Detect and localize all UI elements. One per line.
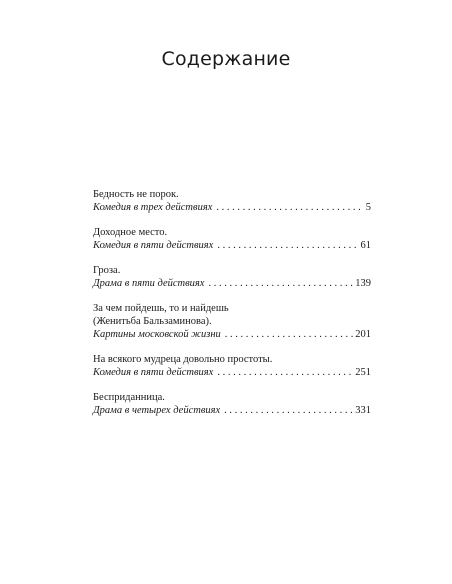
toc-entry-subtitle: Драма в четырех действиях	[93, 405, 221, 416]
toc-entry	[93, 302, 371, 341]
dot-leader	[224, 404, 353, 417]
toc-entry-title: Бедность не порок.	[93, 189, 179, 200]
toc-page-number: 5	[365, 202, 371, 213]
toc-entry-subtitle: Комедия в пяти действиях	[93, 240, 214, 251]
toc-entry-title: Гроза.	[93, 265, 121, 276]
table-of-contents	[93, 188, 371, 429]
toc-entry-line	[93, 404, 371, 417]
toc-entry	[93, 264, 371, 290]
toc-entry	[93, 353, 371, 379]
dot-leader	[217, 366, 353, 379]
toc-entry-subtitle: Драма в пяти действиях	[93, 278, 205, 289]
toc-entry-subtitle: Картины московской жизни	[93, 329, 221, 340]
toc-page-number: 201	[355, 329, 371, 340]
toc-page-number: 139	[355, 278, 371, 289]
toc-entry-line	[93, 277, 371, 290]
dot-leader	[225, 328, 353, 341]
toc-entry-line	[93, 201, 371, 214]
toc-page-number: 251	[355, 367, 371, 378]
dot-leader	[217, 239, 358, 252]
toc-entry-line	[93, 239, 371, 252]
toc-entry-subtitle: Комедия в пяти действиях	[93, 367, 214, 378]
toc-entry-title: За чем пойдешь, то и найдешь	[93, 303, 229, 314]
toc-entry-line	[93, 366, 371, 379]
toc-entry-title: Доходное место.	[93, 227, 168, 238]
page-title: Содержание	[161, 48, 291, 70]
toc-entry	[93, 391, 371, 417]
dot-leader	[208, 277, 353, 290]
toc-entry-title-continuation: (Женитьба Бальзаминова).	[93, 316, 212, 327]
toc-entry-title: На всякого мудреца довольно простоты.	[93, 354, 273, 365]
toc-page-number: 61	[360, 240, 371, 251]
toc-entry-line	[93, 328, 371, 341]
toc-page-number: 331	[355, 405, 371, 416]
toc-entry-title: Бесприданница.	[93, 392, 165, 403]
toc-entry-subtitle: Комедия в трех действиях	[93, 202, 213, 213]
toc-entry	[93, 188, 371, 214]
dot-leader	[216, 201, 363, 214]
toc-entry	[93, 226, 371, 252]
